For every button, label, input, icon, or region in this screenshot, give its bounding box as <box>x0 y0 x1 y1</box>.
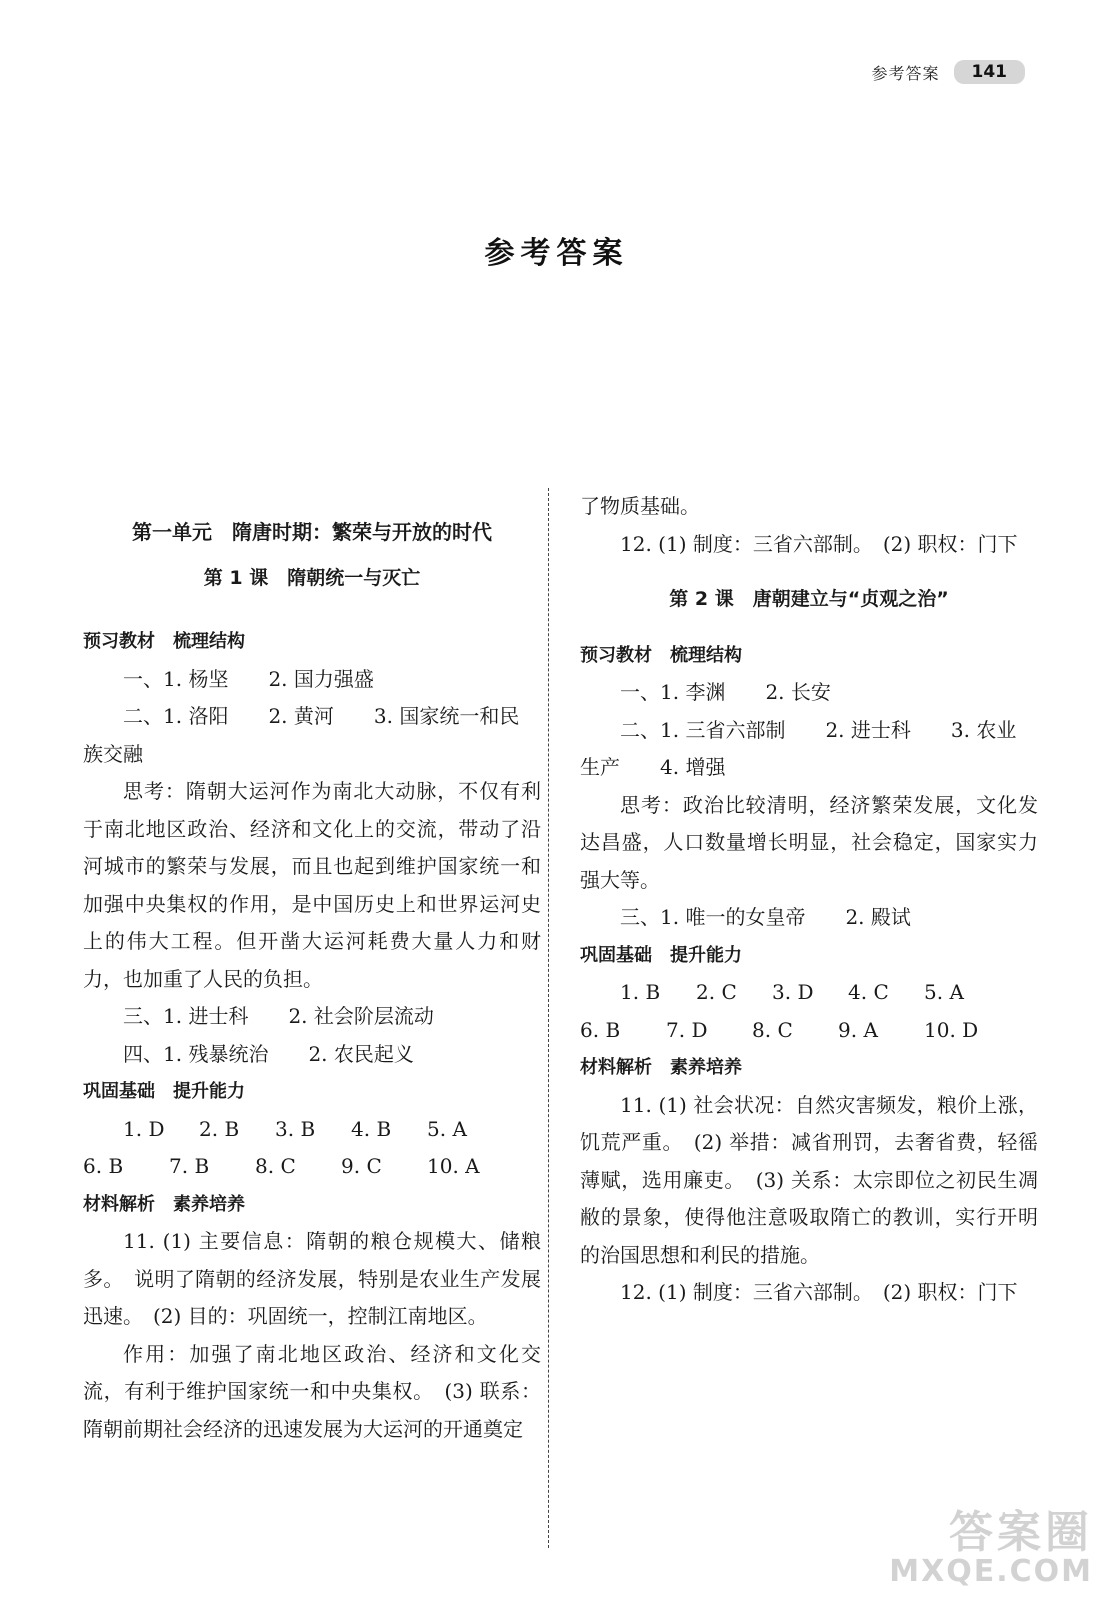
watermark <box>889 1507 1093 1589</box>
choice-answer: 5. A <box>427 1116 467 1141</box>
choice-answer: 7. D <box>666 1017 708 1042</box>
choice-answer: 3. B <box>275 1116 316 1141</box>
continued-text: 了物质基础。 <box>580 494 700 518</box>
choice-answer: 4. C <box>848 980 889 1004</box>
choice-answer: 3. D <box>772 980 814 1004</box>
page-title: 参考答案 <box>484 236 629 271</box>
right-column <box>580 488 1038 1312</box>
answer-line: 族交融 <box>83 741 143 766</box>
page-number: 141 <box>954 60 1026 84</box>
unit-title: 第一单元 隋唐时期：繁荣与开放的时代 <box>132 520 492 544</box>
section-heading-analysis: 材料解析 素养培养 <box>83 1193 245 1215</box>
watermark-text: 答案圈 <box>949 1507 1093 1558</box>
answer-line: 三、1. 唯一的女皇帝 2. 殿试 <box>620 905 911 929</box>
page-header <box>871 60 1025 84</box>
choice-answers-row-1 <box>83 1111 541 1149</box>
answer-line: 三、1. 进士科 2. 社会阶层流动 <box>123 1004 434 1028</box>
header-label: 参考答案 <box>871 63 940 83</box>
lesson-2-title: 第 2 课 唐朝建立与“贞观之治” <box>669 588 949 610</box>
section-heading-basics: 巩固基础 提升能力 <box>580 944 742 966</box>
section-heading-basics: 巩固基础 提升能力 <box>83 1081 245 1102</box>
choice-answer: 6. B <box>83 1154 124 1178</box>
choice-answer: 6. B <box>580 1017 621 1042</box>
question-11-answer-cont: 作用：加强了南北地区政治、经济和文化交流，有利于维护国家统一和中央集权。 (3) 联系：隋朝前期社会经济的迅速发展为大运河的开通奠定 <box>83 1341 541 1441</box>
think-paragraph: 思考：隋朝大运河作为南北大动脉，不仅有利于南北地区政治、经济和文化上的交流，带动了沿河城市的繁荣与发展，而且也起到维护国家统一和加强中央集权的作用，是中国历史上和世界运河史上的伟大工程。但开凿大运河耗费大量人力和财力，也加重了人民的负担。 <box>83 779 541 991</box>
answer-line: 一、1. 李渊 2. 长安 <box>620 680 831 704</box>
section-heading-analysis: 材料解析 素养培养 <box>580 1057 742 1078</box>
section-heading-preview: 预习教材 梳理结构 <box>580 644 742 666</box>
choice-answer: 5. A <box>924 980 964 1004</box>
answer-line: 生产 4. 增强 <box>580 755 726 779</box>
question-12-answer: 12. (1) 制度：三省六部制。 (2) 职权：门下 <box>620 1280 1018 1304</box>
answer-line: 二、1. 洛阳 2. 黄河 3. 国家统一和民 <box>123 704 520 728</box>
answer-line: 四、1. 残暴统治 2. 农民起义 <box>123 1041 414 1066</box>
lesson-1-title: 第 1 课 隋朝统一与灭亡 <box>203 566 421 589</box>
choice-answer: 4. B <box>351 1116 392 1141</box>
left-column <box>83 488 541 1448</box>
choice-answer: 1. B <box>620 980 661 1004</box>
choice-answer: 8. C <box>255 1154 296 1178</box>
choice-answer: 9. C <box>341 1154 382 1178</box>
choice-answers-row-2 <box>580 1012 1038 1050</box>
question-11-answer: 11. (1) 社会状况：自然灾害频发，粮价上涨，饥荒严重。 (2) 举措：减省刑罚，去奢省费，轻徭薄赋，选用廉吏。 (3) 关系：太宗即位之初民生凋敝的景象，使得他注意吸取隋亡的教训，实行开明的治国思想和利民的措施。 <box>580 1092 1038 1267</box>
question-11-answer: 11. (1) 主要信息：隋朝的粮仓规模大、储粮多。 说明了隋朝的经济发展，特别是农业生产发展迅速。 (2) 目的：巩固统一，控制江南地区。 <box>83 1229 541 1328</box>
think-paragraph: 思考：政治比较清明，经济繁荣发展，文化发达昌盛，人口数量增长明显，社会稳定，国家实力强大等。 <box>580 792 1038 892</box>
choice-answer: 10. A <box>427 1154 480 1178</box>
choice-answer: 9. A <box>838 1017 878 1042</box>
column-divider <box>548 488 549 1548</box>
choice-answer: 7. B <box>169 1154 210 1178</box>
choice-answer: 1. D <box>123 1116 165 1141</box>
choice-answer: 2. C <box>696 980 737 1004</box>
section-heading-preview: 预习教材 梳理结构 <box>83 631 245 652</box>
answer-line: 一、1. 杨坚 2. 国力强盛 <box>123 666 374 691</box>
answer-line: 二、1. 三省六部制 2. 进士科 3. 农业 <box>620 717 1017 742</box>
choice-answers-row-2 <box>83 1148 541 1186</box>
choice-answer: 2. B <box>199 1116 240 1141</box>
choice-answers-row-1 <box>580 974 1038 1012</box>
watermark-url: MXQE.COM <box>889 1554 1093 1589</box>
choice-answer: 8. C <box>752 1017 793 1042</box>
choice-answer: 10. D <box>924 1017 979 1042</box>
question-12-answer: 12. (1) 制度：三省六部制。 (2) 职权：门下 <box>620 531 1018 556</box>
